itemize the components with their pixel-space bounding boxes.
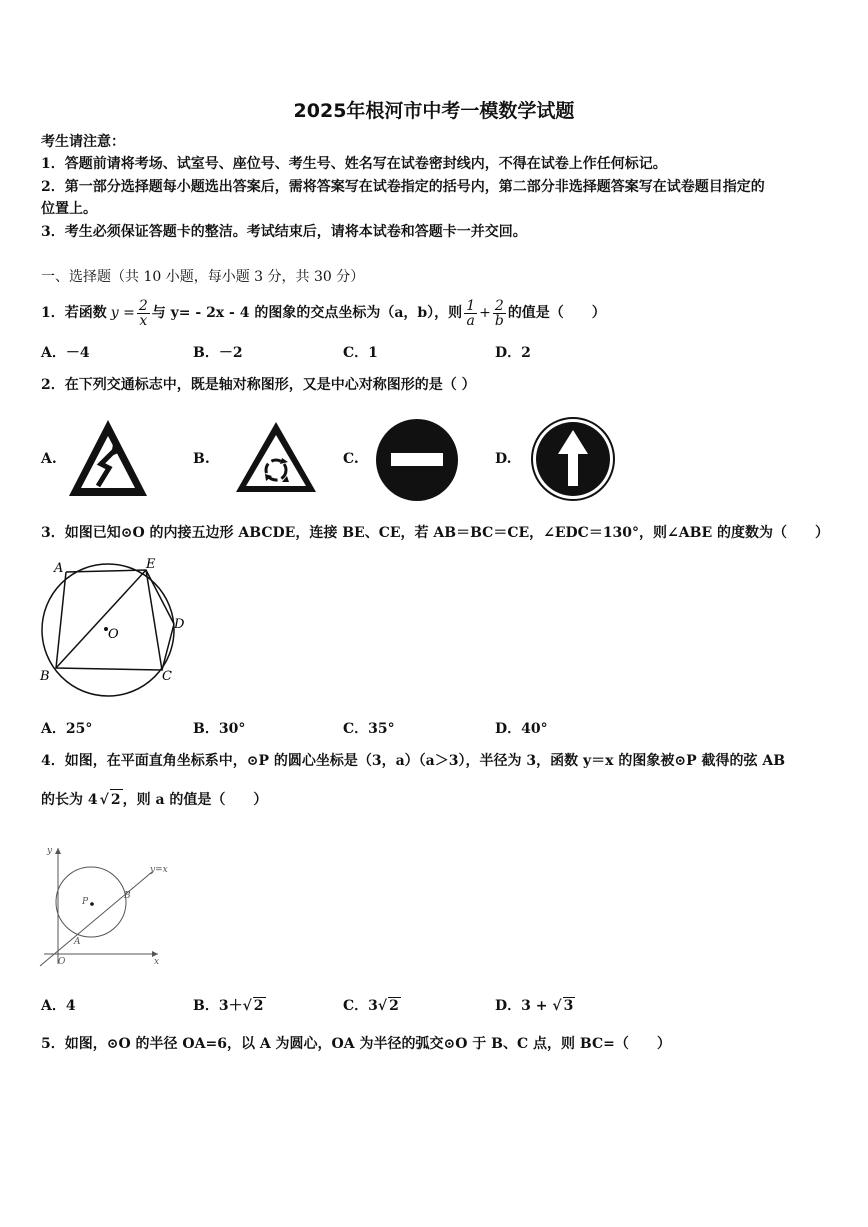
question-3: 3．如图已知⊙O 的内接五边形 ABCDE，连接 BE、CE，若 AB＝BC＝CE，∠EDC＝130°，则∠ABE 的度数为（ ） [41, 525, 830, 541]
q3-option-c: C．35° [343, 721, 395, 737]
q4-option-d [495, 995, 575, 1015]
q4-text2b: ，则 a 的值是（ ） [122, 791, 268, 808]
question-1 [41, 293, 606, 333]
q4-text2a: 的长为 4 [41, 791, 98, 808]
q1-option-a: A．－4 [41, 345, 90, 361]
q4-option-a [41, 995, 76, 1015]
q4-option-a-text: A．4 [41, 998, 76, 1014]
q1-f1-den: x [139, 312, 148, 329]
sign-a-double-bend-icon [65, 416, 151, 500]
q3-label-a: A [54, 561, 64, 576]
q4-label-b: B [124, 891, 131, 901]
q1-text-c: 的值是（ ） [507, 305, 606, 321]
q1-fraction-1 [137, 299, 150, 328]
q1-f2-num: 1 [466, 297, 476, 314]
q1-plus: + [479, 305, 491, 321]
question-5: 5．如图，⊙O 的半径 OA=6，以 A 为圆心，OA 为半径的弧交⊙O 于 B、C 点，则 BC=（ ） [41, 1036, 671, 1052]
page-title: 2025年根河市中考一模数学试题 [293, 100, 575, 122]
q1-option-d: D．2 [495, 345, 531, 361]
q2-label-b: B. [193, 451, 210, 467]
sign-b-roundabout-icon [232, 418, 320, 498]
q4-sqrt-value: 2 [110, 789, 123, 810]
q1-f2-den: a [466, 312, 475, 329]
q4-option-b-sqrt: √ [242, 998, 252, 1014]
q3-label-e: E [146, 557, 156, 572]
q1-text-a: 1．若函数 [41, 305, 107, 321]
notice-item-1: 1．答题前请将考场、试室号、座位号、考生号、姓名写在试卷密封线内，不得在试卷上作任何标记。 [41, 156, 667, 172]
q1-f3-num: 2 [493, 299, 506, 314]
q4-label-x: x [154, 957, 160, 967]
sign-c-no-entry-icon [374, 418, 460, 504]
q1-option-b: B．－2 [193, 345, 243, 361]
q3-option-b: B．30° [193, 721, 246, 737]
q4-option-b-text: B．3＋ [193, 998, 243, 1014]
q1-f1-num: 2 [138, 297, 148, 314]
q4-option-b [193, 995, 266, 1015]
q3-label-c: C [162, 669, 172, 684]
q2-label-d: D. [495, 451, 512, 467]
q3-label-o: O [108, 627, 119, 642]
q4-option-d-rad: 3 [563, 998, 574, 1014]
q3-option-d: D．40° [495, 721, 548, 737]
q3-figure [36, 556, 196, 708]
q3-label-b: B [40, 669, 50, 684]
q2-label-a: A. [41, 451, 57, 467]
q4-option-c-rad: 2 [389, 998, 399, 1014]
q4-figure [36, 842, 176, 972]
q4-label-a: A [74, 937, 81, 947]
q3-label-d: D [174, 617, 185, 632]
notice-item-2-cont: 位置上。 [41, 201, 97, 217]
notice-heading: 考生请注意： [41, 134, 125, 150]
q1-fraction-2 [464, 299, 477, 328]
q4-label-y: y [47, 846, 53, 856]
q4-sqrt-sign: √ [99, 791, 109, 808]
q3-option-a: A．25° [41, 721, 93, 737]
q4-option-d-sqrt: √ [552, 998, 562, 1014]
q4-option-b-rad: 2 [253, 998, 264, 1014]
q4-option-c-text: C．3 [343, 998, 378, 1014]
notice-item-3: 3．考生必须保证答题卡的整洁。考试结束后，请将本试卷和答题卡一并交回。 [41, 224, 527, 240]
q2-label-c: C. [343, 451, 359, 467]
notice-item-2: 2．第一部分选择题每小题选出答案后，需将答案写在试卷指定的括号内，第二部分非选择题答案写在试卷题目指定的 [41, 179, 765, 195]
sign-d-straight-arrow-icon [530, 416, 616, 502]
q4-label-p: P [82, 897, 89, 907]
q4-label-yx: y=x [150, 865, 168, 875]
q1-text-b: 与 y= - 2x - 4 的图象的交点坐标为（a，b），则 [151, 305, 463, 321]
q4-label-o: O [58, 957, 66, 967]
q4-option-c [343, 995, 401, 1015]
question-2: 2．在下列交通标志中，既是轴对称图形，又是中心对称图形的是（ ） [41, 377, 476, 393]
q4-option-c-sqrt: √ [377, 998, 388, 1014]
q4-option-d-text: D．3 + [495, 998, 553, 1014]
q1-yeq: y = [110, 305, 135, 321]
q1-fraction-3 [493, 299, 506, 328]
question-4-line-2 [41, 789, 267, 810]
question-4-line-1: 4．如图，在平面直角坐标系中，⊙P 的圆心坐标是（3，a）（a＞3），半径为 3，函数 y＝x 的图象被⊙P 截得的弦 AB [41, 753, 786, 769]
q1-f3-den: b [494, 312, 504, 329]
q1-option-c: C．1 [343, 345, 378, 361]
section-heading: 一、选择题（共 10 小题，每小题 3 分，共 30 分） [41, 269, 365, 285]
